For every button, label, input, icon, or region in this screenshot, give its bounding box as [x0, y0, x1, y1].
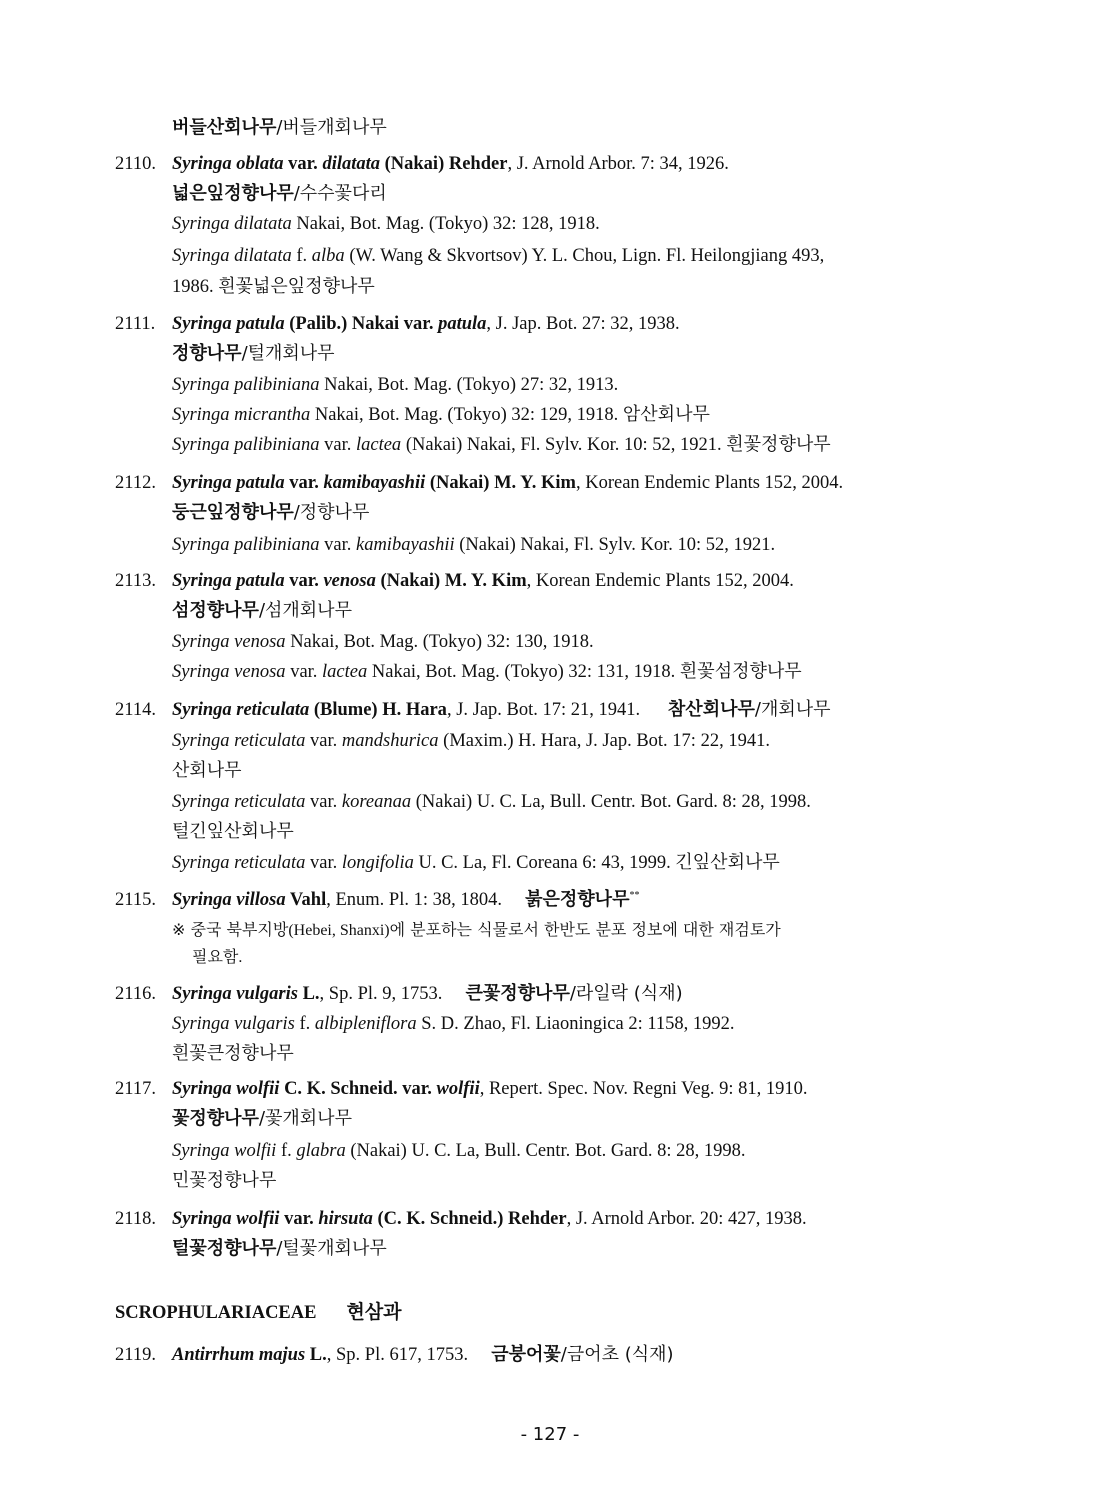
korean-name-bold: 붉은정향나무	[525, 889, 630, 910]
korean-name: /버들개회나무	[276, 117, 387, 138]
synonym-name: Syringa reticulata	[172, 731, 306, 751]
entry-number: 2116.	[115, 984, 156, 1004]
note-line	[192, 945, 242, 970]
citation-text: , Sp. Pl. 9, 1753.	[319, 984, 466, 1004]
citation-text: (W. Wang & Skvortsov) Y. L. Chou, Lign. Fl. Heilongjiang 493,	[344, 246, 825, 266]
citation-text: Nakai, Bot. Mag. (Tokyo) 32: 131, 1918.	[367, 662, 680, 682]
entry-line	[172, 1139, 745, 1163]
author-text: SCROPHULARIACEAE	[115, 1303, 317, 1323]
korean-name-bold: 꽃정향나무	[172, 1108, 259, 1129]
korean-name: /정향나무	[293, 502, 370, 523]
synonym-name: Syringa venosa	[172, 632, 286, 652]
author-text: L.	[305, 1345, 327, 1365]
citation-text: , J. Arnold Arbor. 7: 34, 1926.	[507, 154, 729, 174]
species-entry-line	[115, 888, 639, 912]
citation-text: var.	[305, 792, 342, 812]
scientific-name: Antirrhum majus	[172, 1345, 306, 1365]
korean-name-bold: 섬정향나무	[172, 600, 259, 621]
korean-name: 필요함	[192, 947, 239, 966]
entry-line	[172, 1107, 352, 1131]
citation-text: .	[238, 949, 243, 966]
korean-name: ※ 중국 북부지방	[172, 920, 289, 939]
citation-text: var.	[319, 435, 356, 455]
entry-number: 2113.	[115, 571, 156, 591]
author-text: (Palib.) Nakai var.	[284, 314, 439, 334]
entry-line	[172, 403, 710, 427]
entry-line	[172, 212, 600, 236]
author-text: C. K. Schneid. var.	[279, 1079, 437, 1099]
synonym-name: koreanaa	[341, 792, 412, 812]
citation-text: (Maxim.) H. Hara, J. Jap. Bot. 17: 22, 1941.	[438, 731, 770, 751]
citation-text: S. D. Zhao, Fl. Liaoningica 2: 1158, 1992.	[416, 1014, 735, 1034]
family-korean-name: 현삼과	[346, 1301, 402, 1323]
synonym-name: Syringa reticulata	[172, 853, 306, 873]
scientific-name: hirsuta	[318, 1209, 373, 1229]
korean-name-bold: 버들산회나무	[172, 117, 277, 138]
scientific-name: Syringa patula	[172, 571, 285, 591]
scientific-name: Syringa wolfii	[172, 1209, 280, 1229]
citation-text: var.	[319, 535, 356, 555]
species-entry-line	[115, 982, 683, 1006]
species-entry-line	[115, 569, 794, 593]
scientific-name: patula	[438, 314, 487, 334]
korean-name: 흰꽃정향나무	[726, 434, 831, 455]
korean-name: 산회나무	[172, 760, 242, 781]
citation-text: (Nakai) Nakai, Fl. Sylv. Kor. 10: 52, 1921.	[454, 535, 776, 555]
scientific-name: kamibayashii	[323, 473, 426, 493]
scientific-name: Syringa patula	[172, 314, 285, 334]
author-text: (C. K. Schneid.) Rehder	[372, 1209, 567, 1229]
korean-name: /금어초 (식재)	[560, 1344, 674, 1365]
citation-text: Nakai, Bot. Mag. (Tokyo) 27: 32, 1913.	[319, 375, 619, 395]
korean-name: 긴잎산회나무	[675, 852, 780, 873]
citation-text: (Nakai) U. C. La, Bull. Centr. Bot. Gard. 8: 28, 1998.	[411, 792, 811, 812]
entry-line	[172, 116, 387, 140]
synonym-name: kamibayashii	[355, 535, 455, 555]
scientific-name: venosa	[323, 571, 376, 591]
citation-text: (Hebei, Shanxi)	[288, 922, 390, 939]
entry-line	[172, 182, 387, 206]
synonym-name: lactea	[322, 662, 368, 682]
synonym-name: Syringa palibiniana	[172, 375, 320, 395]
entry-number: 2115.	[115, 890, 156, 910]
species-entry-line	[115, 312, 680, 336]
citation-text: f.	[294, 1014, 315, 1034]
citation-text: f.	[276, 1141, 297, 1161]
entry-number: 2112.	[115, 473, 156, 493]
author-text: var.	[279, 1209, 319, 1229]
author-text: (Nakai) M. Y. Kim	[425, 473, 576, 493]
korean-name-bold: 큰꽃정향나무	[465, 983, 570, 1004]
korean-name-bold: 넓은잎정향나무	[172, 183, 294, 204]
korean-name: 흰꽃큰정향나무	[172, 1043, 294, 1064]
citation-text: U. C. La, Fl. Coreana 6: 43, 1999.	[413, 853, 676, 873]
synonym-name: longifolia	[341, 853, 414, 873]
entry-line	[172, 759, 242, 783]
entry-line	[172, 342, 335, 366]
synonym-name: Syringa reticulata	[172, 792, 306, 812]
synonym-name: Syringa palibiniana	[172, 535, 320, 555]
entry-line	[172, 729, 770, 753]
citation-text: (Nakai) Nakai, Fl. Sylv. Kor. 10: 52, 1921.	[401, 435, 727, 455]
page-number: - 127 -	[520, 1424, 580, 1445]
entry-number: 2119.	[115, 1345, 156, 1365]
note-line	[172, 918, 781, 943]
korean-name: /꽃개회나무	[258, 1108, 352, 1129]
citation-text: var.	[285, 662, 323, 682]
citation-text: Nakai, Bot. Mag. (Tokyo) 32: 130, 1918.	[285, 632, 594, 652]
species-entry-line	[115, 1343, 674, 1367]
korean-name: /라일락 (식재)	[569, 983, 683, 1004]
korean-name-bold: 털꽃정향나무	[172, 1238, 277, 1259]
citation-text: 1986.	[172, 277, 219, 297]
korean-name: /섬개회나무	[258, 600, 352, 621]
synonym-name: albipleniflora	[314, 1014, 417, 1034]
entry-line	[172, 630, 594, 654]
korean-name-bold: 참산회나무	[667, 699, 755, 720]
author-text: var.	[284, 571, 324, 591]
synonym-name: lactea	[355, 435, 402, 455]
citation-text: f.	[291, 246, 312, 266]
scientific-name: Syringa vulgaris	[172, 984, 298, 1004]
entry-number: 2111.	[115, 314, 156, 334]
korean-name: 털긴잎산회나무	[172, 821, 294, 842]
synonym-name: Syringa palibiniana	[172, 435, 320, 455]
citation-text: Nakai, Bot. Mag. (Tokyo) 32: 129, 1918.	[310, 405, 623, 425]
scientific-name: dilatata	[322, 154, 380, 174]
synonym-name: Syringa vulgaris	[172, 1014, 295, 1034]
korean-name: /수수꽃다리	[293, 183, 387, 204]
synonym-name: Syringa wolfii	[172, 1141, 277, 1161]
species-entry-line	[115, 152, 729, 176]
entry-line	[172, 433, 831, 457]
author-text: Vahl	[285, 890, 327, 910]
citation-text: , J. Arnold Arbor. 20: 427, 1938.	[566, 1209, 807, 1229]
entry-line	[172, 660, 802, 684]
citation-text: , J. Jap. Bot. 27: 32, 1938.	[486, 314, 680, 334]
citation-text: (Nakai) U. C. La, Bull. Centr. Bot. Gard. 8: 28, 1998.	[345, 1141, 746, 1161]
entry-line	[172, 501, 369, 525]
korean-name: 흰꽃섬정향나무	[679, 661, 802, 682]
citation-text: , Enum. Pl. 1: 38, 1804.	[326, 890, 526, 910]
species-entry-line	[115, 471, 843, 495]
korean-name: 에 분포하는 식물로서 한반도 분포 정보에 대한 재검토가	[389, 920, 781, 939]
entry-line	[172, 373, 618, 397]
synonym-name: Syringa dilatata	[172, 246, 292, 266]
korean-name-bold: 금붕어꽃	[491, 1344, 561, 1365]
citation-text: var.	[305, 853, 342, 873]
scientific-name: wolfii	[436, 1079, 480, 1099]
scientific-name: Syringa villosa	[172, 890, 286, 910]
korean-name: 암산회나무	[622, 404, 710, 425]
entry-number: 2114.	[115, 700, 156, 720]
entry-number: 2117.	[115, 1079, 156, 1099]
footnote-mark: **	[629, 889, 640, 901]
scientific-name: Syringa patula	[172, 473, 285, 493]
citation-text: var.	[305, 731, 342, 751]
species-entry-line	[115, 1207, 807, 1231]
korean-name-bold: 둥근잎정향나무	[172, 502, 294, 523]
citation-text: , Korean Endemic Plants 152, 2004.	[526, 571, 794, 591]
entry-line	[172, 1237, 387, 1261]
citation-text: , Korean Endemic Plants 152, 2004.	[575, 473, 844, 493]
family-heading	[115, 1300, 402, 1325]
korean-name: /개회나무	[754, 699, 831, 720]
entry-line	[172, 820, 294, 844]
entry-line	[172, 790, 811, 814]
korean-name: /털개회나무	[241, 343, 335, 364]
species-entry-line	[115, 698, 831, 722]
korean-name: 민꽃정향나무	[172, 1170, 277, 1191]
entry-line	[172, 1169, 276, 1193]
entry-number: 2110.	[115, 154, 156, 174]
author-text: var.	[283, 154, 323, 174]
synonym-name: mandshurica	[341, 731, 439, 751]
entry-line	[172, 1012, 735, 1036]
korean-name: /털꽃개회나무	[276, 1238, 387, 1259]
author-text: (Nakai) Rehder	[380, 154, 508, 174]
korean-name-bold: 정향나무	[172, 343, 242, 364]
entry-line	[172, 533, 775, 557]
entry-number: 2118.	[115, 1209, 156, 1229]
entry-line	[172, 599, 352, 623]
citation-text: , Sp. Pl. 617, 1753.	[326, 1345, 492, 1365]
entry-line	[172, 1042, 294, 1066]
citation-text: Nakai, Bot. Mag. (Tokyo) 32: 128, 1918.	[291, 214, 600, 234]
citation-text: , Repert. Spec. Nov. Regni Veg. 9: 81, 1910.	[479, 1079, 808, 1099]
synonym-name: Syringa micrantha	[172, 405, 311, 425]
scientific-name: Syringa oblata	[172, 154, 284, 174]
citation-text: , J. Jap. Bot. 17: 21, 1941.	[446, 700, 668, 720]
scientific-name: Syringa wolfii	[172, 1079, 280, 1099]
entry-line	[172, 244, 824, 268]
species-entry-line	[115, 1077, 808, 1101]
author-text: (Nakai) M. Y. Kim	[375, 571, 527, 591]
author-text: (Blume) H. Hara	[309, 700, 447, 720]
entry-line	[172, 851, 780, 875]
author-text: var.	[284, 473, 324, 493]
synonym-name: Syringa venosa	[172, 662, 286, 682]
entry-line	[172, 275, 375, 299]
author-text: L.	[297, 984, 320, 1004]
synonym-name: alba	[311, 246, 345, 266]
synonym-name: Syringa dilatata	[172, 214, 292, 234]
korean-name: 흰꽃넓은잎정향나무	[218, 276, 375, 297]
scientific-name: Syringa reticulata	[172, 700, 310, 720]
synonym-name: glabra	[296, 1141, 346, 1161]
